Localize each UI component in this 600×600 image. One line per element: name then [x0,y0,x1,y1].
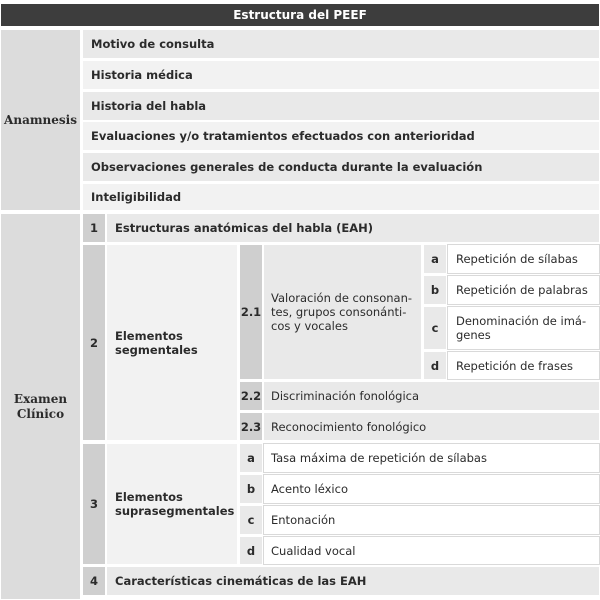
section-label-line: Elementos [115,490,183,504]
item-text: Repetición de palabras [447,275,600,305]
section-number: 2 [82,244,106,441]
item-text: Repetición de sílabas [447,244,600,274]
anamnesis-row: Evaluaciones y/o tratamientos efectuados con anterioridad [82,121,600,151]
item-text: Tasa máxima de repetición de sílabas [263,443,600,473]
anamnesis-row: Observaciones generales de conducta durante la evaluación [82,152,600,182]
subsection-label-line: tes, grupos consonánti- [271,305,407,319]
item-text: Cualidad vocal [263,536,600,565]
section-label: Estructuras anatómicas del habla (EAH) [106,213,600,243]
item-letter: b [239,474,263,504]
section-label [106,244,238,441]
item-text: Entonación [263,505,600,535]
subsection-label-line: Valoración de consonan- [271,291,413,305]
subsection-number: 2.1 [239,244,263,380]
item-text: Repetición de frases [447,351,600,380]
section-number: 1 [82,213,106,243]
anamnesis-row: Motivo de consulta [82,29,600,59]
anamnesis-row: Inteligibilidad [82,183,600,211]
item-text [447,306,600,350]
item-text: Acento léxico [263,474,600,504]
item-letter: d [239,536,263,565]
subsection-label: Discriminación fonológica [263,381,600,411]
anamnesis-row: Historia médica [82,60,600,90]
section-label-line: segmentales [115,342,198,357]
subsection-label-line: cos y vocales [271,319,348,333]
section-label-line: suprasegmentales [115,504,235,518]
anamnesis-row: Historia del habla [82,91,600,121]
table-title: Estructura del PEEF [0,3,600,27]
subsection-label: Reconocimiento fonológico [263,412,600,441]
item-letter: a [239,443,263,473]
item-letter: c [423,306,447,350]
examen-label-line: Examen [13,391,68,406]
item-letter: a [423,244,447,274]
item-text-line: Denominación de imá- [456,314,587,328]
section-number: 3 [82,443,106,565]
examen-clinico-label [0,213,81,600]
section-label: Características cinemáticas de las EAH [106,566,600,596]
subsection-number: 2.2 [239,381,263,411]
subsection-number: 2.3 [239,412,263,441]
section-number: 4 [82,566,106,596]
item-text-line: genes [456,328,491,342]
examen-label-line: Clínico [16,406,65,421]
item-letter: c [239,505,263,535]
section-label [106,443,238,565]
item-letter: d [423,351,447,380]
item-letter: b [423,275,447,305]
subsection-label [263,244,422,380]
anamnesis-label: Anamnesis [0,29,81,211]
section-label-line: Elementos [115,328,183,343]
